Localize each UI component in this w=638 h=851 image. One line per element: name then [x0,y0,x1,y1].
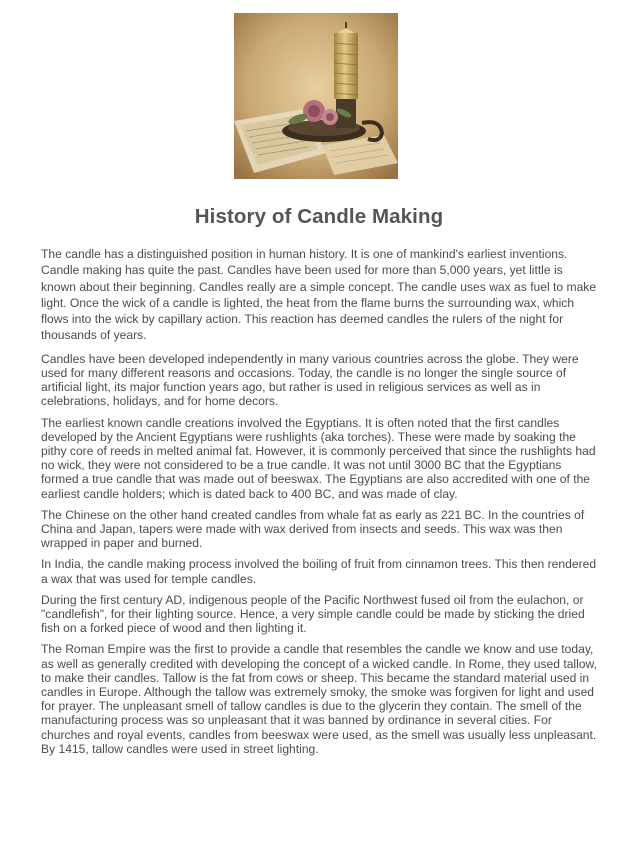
paragraph-chinese: The Chinese on the other hand created candles from whale fat as early as 221 BC. In the countries of China and Japan, tapers were made with wax derived from insects and seeds. This wax was then wrapped in paper and burned. [41,507,585,551]
paragraph-pacific-northwest: During the first century AD, indigenous people of the Pacific Northwest fused oil from the eulachon, or "candlefish", for their lighting source. Hence, a very simple candle could be made by sticking the dried fish on a forked piece of wood and then lighting it. [41,592,585,636]
paragraph-india: In India, the candle making process involved the boiling of fruit from cinnamon trees. This then rendered a wax that was used for temple candles. [41,557,597,586]
paragraph-roman-empire: The Roman Empire was the first to provide a candle that resembles the candle we know and use today, as well as generally credited with developing the concept of a wicked candle. In Rome, they used tallow, to make their candles. Tallow is the fat from cows or sheep. This became the standard material used in candles in Europe. Although the tallow was extremely smoky, the smoke was forgiven for light and used for prayer. The unpleasant smell of tallow candles is due to the glycerin they contain. The smell of the manufacturing process was so unpleasant that it was banned by ordinance in several cities. For churches and royal events, candles from beeswax were used, as the smell was usually less unpleasant. By 1415, tallow candles were used in street lighting. [41,642,597,756]
candle-photo-icon [234,13,398,179]
paragraph-global-development: Candles have been developed independently in many various countries across the globe. They were used for many different reasons and occasions. Today, the candle is no longer the single source of artificial light, its major function years ago, but rather is used in religious services as well as in celebrations, holidays, and for home decors. [41,351,579,409]
paragraph-egyptians: The earliest known candle creations involved the Egyptians. It is often noted that the first candles developed by the Ancient Egyptians were rushlights (aka torches). These were made by soaking the pithy core of reeds in melted animal fat. However, it is commonly perceived that since the rushlights had no wick, they were not considered to be a true candle. It was not until 3000 BC that the Egyptians formed a true candle that was made out of beeswax. The Egyptians are also accredited with one of the earliest candle holders; which is dated back to 400 BC, and was made of clay. [41,415,596,501]
article-body [41,246,597,763]
page-title: History of Candle Making [194,205,444,228]
paragraph-intro: The candle has a distinguished position in human history. It is one of mankind's earliest inventions. Candle making has quite the past. Candles have been used for more than 5,000 years, yet little is known about their beginning. Candles really are a simple concept. The candle uses wax as fuel to make light. Once the wick of a candle is lighted, the heat from the flame burns the surrounding wax, which flows into the wick by capillary action. This reaction has deemed candles the rulers of the night for thousands of years. [41,247,597,343]
